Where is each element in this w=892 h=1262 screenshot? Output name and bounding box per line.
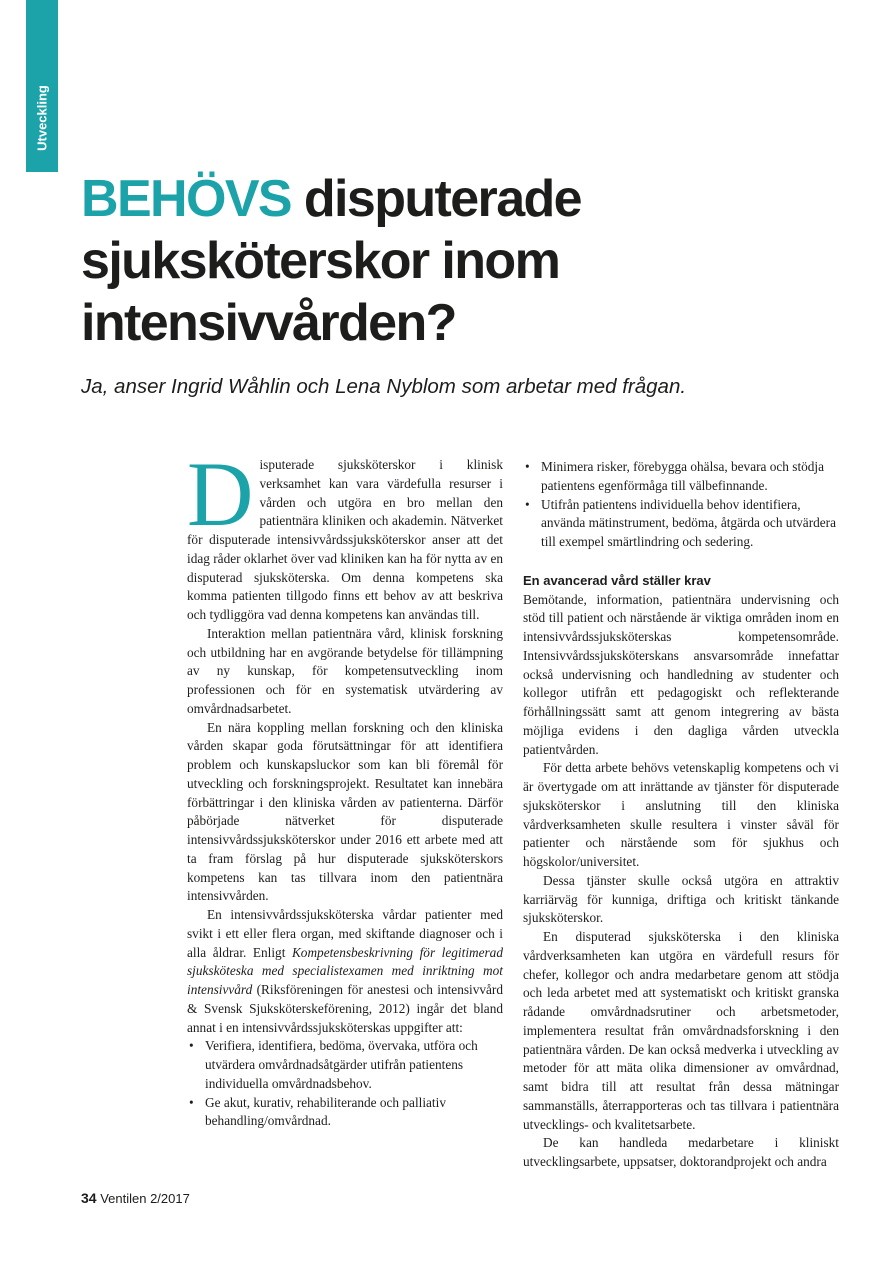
section-tab bbox=[26, 0, 58, 172]
list-item-text: Minimera risker, förebygga ohälsa, bevara och stödja patientens egenförmåga till välbefinnande. bbox=[541, 459, 825, 493]
page-title bbox=[81, 168, 861, 354]
list-item-text: Verifiera, identifiera, bedöma, övervaka, utföra och utvärdera omvårdnadsåtgärder utifrån patientens individuella omvårdnadsbehov. bbox=[205, 1038, 478, 1091]
page-number: 34 bbox=[81, 1190, 97, 1206]
paragraph bbox=[187, 443, 503, 625]
bullet-icon: • bbox=[189, 1094, 194, 1110]
article-column-right bbox=[523, 458, 839, 1172]
list-item bbox=[523, 496, 839, 552]
paragraph-text: (Riksföreningen för anestesi och intensivvård & Svensk Sjuksköterskeförening, 2012) ingår det bland annat i en intensivvårdssjuksköterskas uppgifter att: bbox=[187, 982, 503, 1035]
paragraph bbox=[187, 906, 503, 1037]
list-item bbox=[187, 1037, 503, 1093]
bullet-icon: • bbox=[525, 496, 530, 512]
paragraph: En nära koppling mellan forskning och den kliniska vården skapar goda förutsättningar för att identifiera problem och kunskapsluckor som kan bli föremål för utveckling och forskningsprojekt. Resultatet kan innebära förbättringar i den kliniska vården av patienterna. Därför påbörjade nätverket för disputerade intensivvårdssjuksköterskor under 2016 ett arbete med att ta fram förslag på hur disputerade sjuksköterskors kompetens kan tas tillvara inom den patientnära intensivvården. bbox=[187, 719, 503, 904]
list-item bbox=[187, 1094, 503, 1132]
paragraph: Interaktion mellan patientnära vård, klinisk forskning och utbildning har en avgörande betydelse för tillämpning av ny kunskap, för kompetensutveckling inom professionen och för en systematisk utvärdering av omvårdnadsarbetet. bbox=[187, 625, 503, 716]
publication-name: Ventilen 2/2017 bbox=[100, 1191, 190, 1206]
paragraph: En disputerad sjuksköterska i den kliniska vårdverksamheten kan utgöra en värdefull resurs för chefer, kollegor och andra medarbetare genom att stödja och leda arbetet med att systematiskt och kritiskt granska rådande omvårdnadsrutiner och arbetsmetoder, implementera resultat från omvårdnadsforskning i den patientnära vården. De kan också medverka i utveckling av metoder för att mäta olika dimensioner av omvårdnad, samt bidra till att resultat från dessa mätningar sammanställs, återrapporteras och tas tillvara i patientnära utvecklings- och kvalitetsarbete. bbox=[523, 929, 839, 1132]
paragraph-text: En intensivvårdssjuksköterska vårdar patienter med svikt i ett eller flera organ, med skiftande diagnoser och i alla åldrar. Enligt bbox=[187, 907, 503, 960]
bullet-icon: • bbox=[525, 459, 530, 474]
paragraph: Bemötande, information, patientnära undervisning och stöd till patient och närstående är viktiga områden inom en intensivvårdssjuksköterskas kompetensområde. Intensivvårdssjuksköterskans ansvarsområde innefattar också undervisning och handledning av studenter och kollegor utifrån ett pedagogiskt och reflekterande förhållningssätt samt att genom integrering av bästa möjliga evidens i den dagliga vården utveckla patientvården. bbox=[523, 591, 839, 757]
paragraph: För detta arbete behövs vetenskaplig kompetens och vi är övertygade om att inrättande av tjänster för disputerade sjuksköterskor i anslutning till den kliniska vårdverksamheten skulle resultera i vinster såväl för patienter och närstående som för sjukhus och högskolor/universitet. bbox=[523, 760, 839, 869]
page-footer bbox=[81, 1190, 190, 1206]
paragraph: Dessa tjänster skulle också utgöra en attraktiv karriärväg för kunniga, driftiga och kritiskt tänkande sjuksköterskor. bbox=[523, 872, 839, 926]
bullet-list bbox=[187, 1037, 503, 1131]
standfirst: Ja, anser Ingrid Wåhlin och Lena Nyblom som arbetar med frågan. bbox=[81, 375, 687, 398]
bullet-list bbox=[523, 458, 839, 552]
paragraph-text: isputerade sjuksköterskor i klinisk verksamhet kan vara värdefulla resurser i vården och utgöra en bro mellan den patientnära kliniken och akademin. Nätverket för disputerade intensivvårdssjuksköterskor anser att det idag råder oklarhet över vad kliniken kan ha för nytta av en disputerad sjuksköterska. Om denna kompetens ska komma patienten tillgodo finns ett behov av att beskriva och tydliggöra vad denna kompetens kan användas till. bbox=[187, 457, 503, 622]
list-item bbox=[523, 458, 839, 496]
bullet-icon: • bbox=[189, 1038, 194, 1054]
section-subhead: En avancerad vård ställer krav bbox=[523, 572, 711, 588]
drop-cap: D bbox=[187, 443, 254, 545]
list-item-text: Utifrån patientens individuella behov identifiera, använda mätinstrument, bedöma, åtgärda och utvärdera till exempel smärtlindring och sedering. bbox=[541, 496, 836, 549]
title-rest: disputerade sjuksköterskor inom intensivvården? bbox=[81, 170, 581, 352]
list-item-text: Ge akut, kurativ, rehabiliterande och palliativ behandling/omvårdnad. bbox=[205, 1094, 446, 1129]
section-tab-label: Utveckling bbox=[34, 85, 50, 151]
article-column-left bbox=[187, 443, 503, 1131]
paragraph: De kan handleda medarbetare i kliniskt utvecklingsarbete, uppsatser, doktorandprojekt och andra bbox=[523, 1135, 839, 1169]
title-accent: BEHÖVS bbox=[81, 170, 292, 228]
publication-reference: Kompetensbeskrivning för legitimerad sjuksköteska med specialistexamen med inriktning mot intensivvård bbox=[187, 944, 503, 997]
